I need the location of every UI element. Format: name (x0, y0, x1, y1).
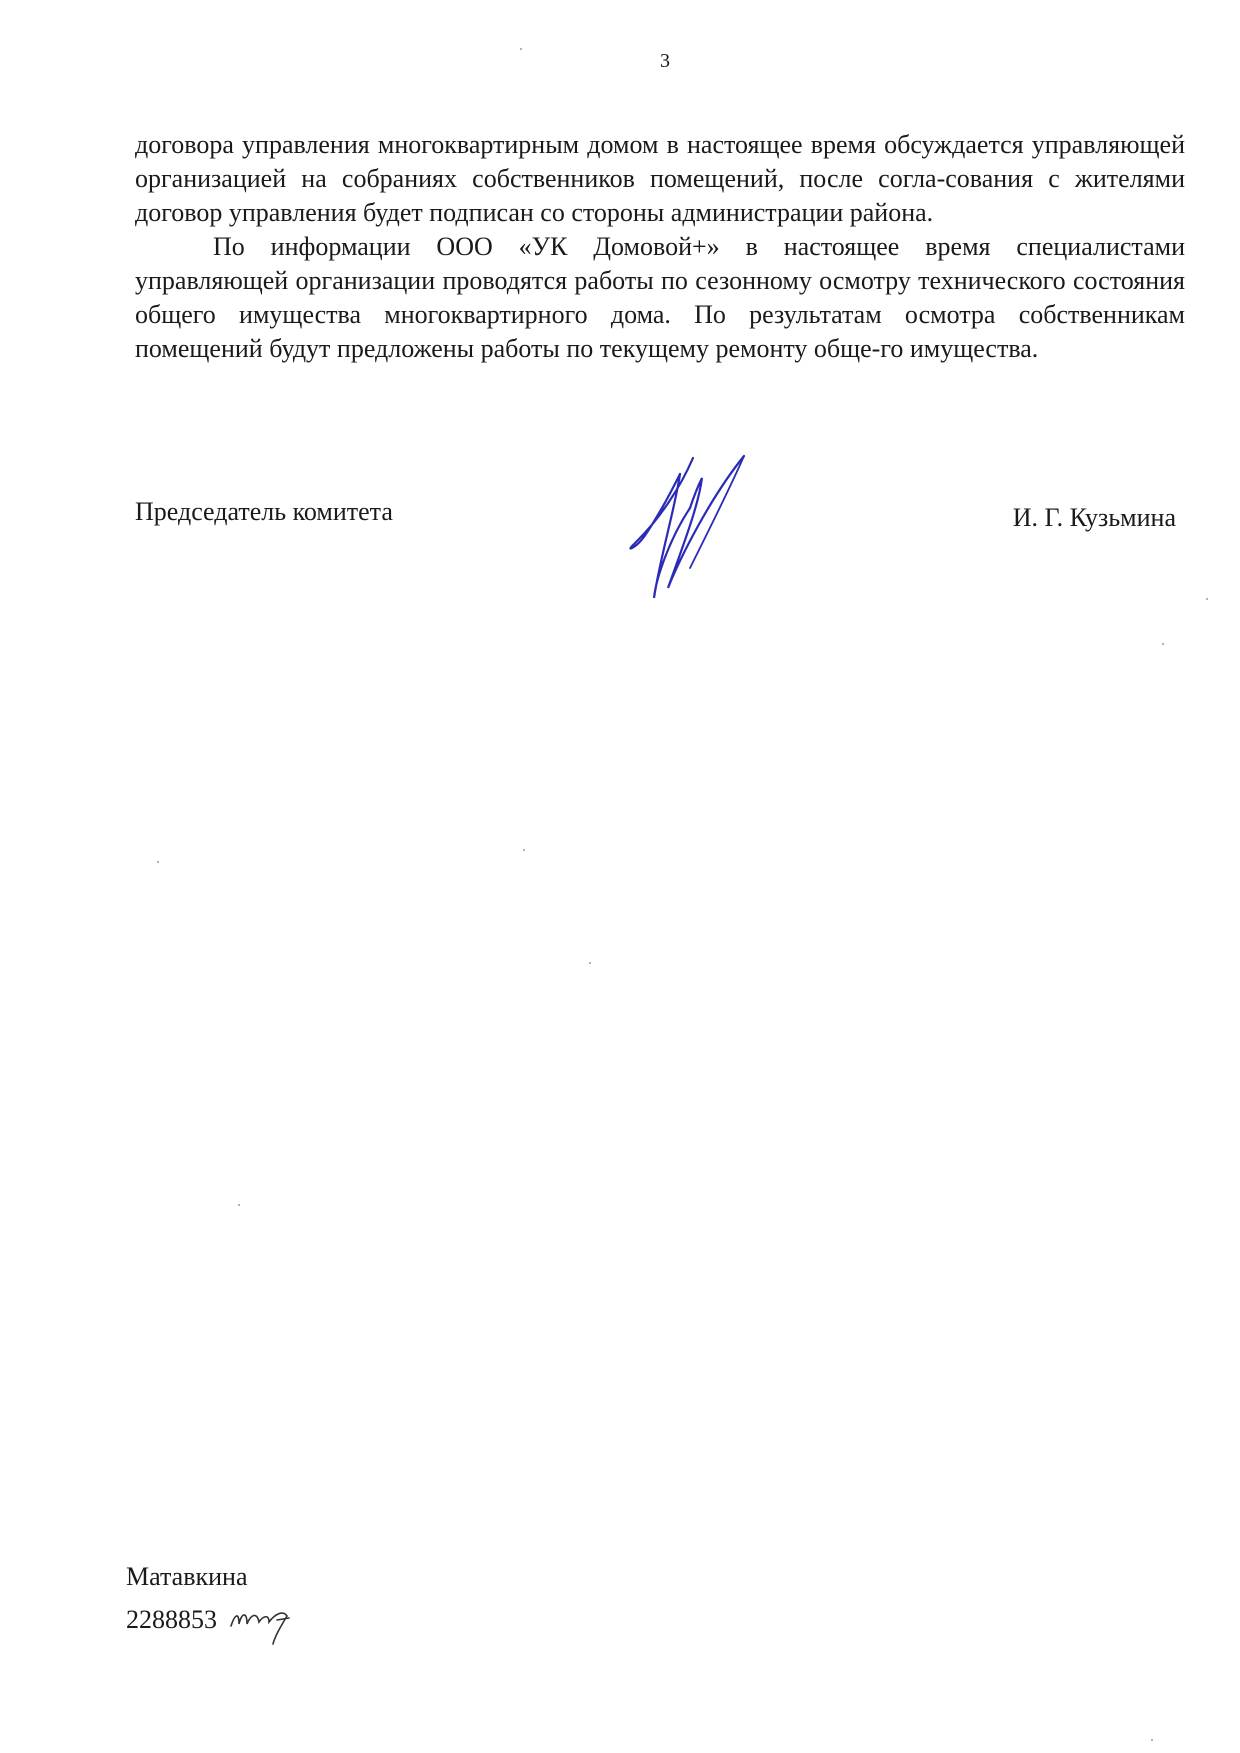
scan-speck (238, 1204, 240, 1206)
scan-speck (523, 849, 525, 851)
signature-stroke-4 (690, 456, 744, 568)
paragraph-1: договора управления многоквартирным домом в настоящее время обсуждается управляющей организацией на собраниях собственников помещений, после согла-сования с жителями договор управления будет подписан со стороны администрации района. (135, 130, 1185, 227)
letter-body (135, 128, 1185, 366)
executor-name: Матавкина (126, 1562, 248, 1591)
scan-speck (1206, 598, 1208, 600)
scan-speck (589, 962, 591, 964)
scan-speck (157, 861, 159, 863)
handwritten-signature (620, 448, 760, 618)
signature-stroke-1 (630, 458, 693, 549)
executor-block (126, 1561, 301, 1646)
executor-phone: 2288853 (126, 1604, 217, 1634)
signer-title: Председатель комитета (135, 497, 393, 526)
paragraph-2: По информации ООО «УК Домовой+» в настоящее время специалистами управляющей организации проводятся работы по сезонному осмотру технического состояния общего имущества многоквартирного дома. По результатам осмотра собственникам помещений будут предложены работы по текущему ремонту обще-го имущества. (135, 232, 1185, 363)
executor-initials-mark (227, 1596, 301, 1646)
executor-phone-row (126, 1592, 301, 1646)
signer-name: И. Г. Кузьмина (1012, 503, 1176, 532)
scan-speck (1151, 1739, 1153, 1741)
page-number: 3 (660, 50, 670, 72)
scan-speck (1162, 643, 1164, 645)
scan-speck (520, 48, 522, 50)
